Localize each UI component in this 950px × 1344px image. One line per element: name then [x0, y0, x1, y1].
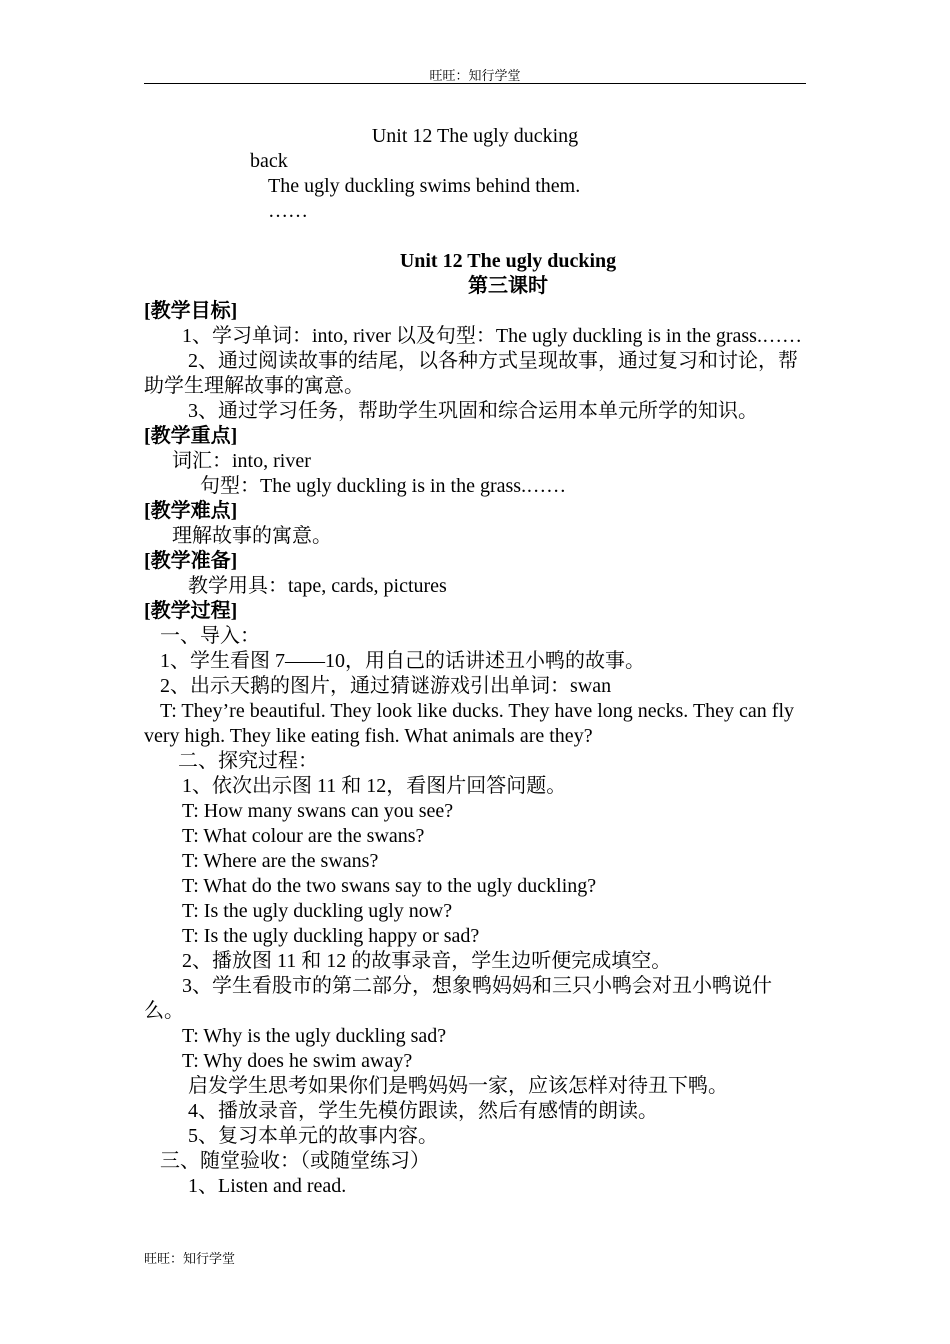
question: T: Is the ugly duckling happy or sad? — [182, 925, 480, 947]
key-vocab: 词汇：into, river — [172, 450, 311, 472]
difficulty-text: 理解故事的寓意。 — [172, 525, 332, 547]
lesson-subtitle: 第三课时 — [468, 275, 548, 297]
story-line-swims: The ugly duckling swims behind them. — [268, 175, 581, 197]
step1-title: 一、导入： — [160, 625, 260, 647]
process-heading: [教学过程] — [144, 600, 238, 622]
objectives-heading: [教学目标] — [144, 300, 238, 322]
step2-title: 二、探究过程： — [178, 750, 318, 772]
question: T: What colour are the swans? — [182, 825, 425, 847]
question: T: What do the two swans say to the ugly duckling? — [182, 875, 597, 897]
step2-item2: 2、播放图 11 和 12 的故事录音，学生边听便完成填空。 — [182, 950, 672, 972]
spacer — [144, 224, 806, 249]
question: T: Why does he swim away? — [182, 1050, 413, 1072]
page-footer: 旺旺：知行学堂 — [144, 1251, 236, 1266]
step2-item5: 5、复习本单元的故事内容。 — [188, 1125, 438, 1147]
difficulty-heading: [教学难点] — [144, 500, 238, 522]
step2-item4: 4、播放录音，学生先模仿跟读，然后有感情的朗读。 — [188, 1100, 658, 1122]
question: T: Is the ugly duckling ugly now? — [182, 900, 453, 922]
objective-3: 3、通过学习任务，帮助学生巩固和综合运用本单元所学的知识。 — [188, 400, 758, 422]
prep-text: 教学用具：tape, cards, pictures — [188, 575, 447, 597]
header-divider — [144, 83, 806, 84]
question: T: How many swans can you see? — [182, 800, 454, 822]
step2-item1: 1、依次出示图 11 和 12，看图片回答问题。 — [182, 775, 567, 797]
story-ellipsis: …… — [268, 200, 308, 222]
prep-heading: [教学准备] — [144, 550, 238, 572]
story-line-back: back — [250, 150, 288, 172]
document-body — [144, 124, 806, 1199]
step2-item3: 3、学生看股市的第二部分，想象鸭妈妈和三只小鸭会对丑小鸭说什么。 — [144, 975, 772, 1022]
step1-item1: 1、学生看图 7——10，用自己的话讲述丑小鸭的故事。 — [160, 650, 645, 672]
lesson-title: Unit 12 The ugly ducking — [399, 250, 617, 272]
objective-2: 2、通过阅读故事的结尾，以各种方式呈现故事，通过复习和讨论，帮助学生理解故事的寓意。 — [144, 350, 798, 397]
question: T: Why is the ugly duckling sad? — [182, 1025, 447, 1047]
step1-item2: 2、出示天鹅的图片，通过猜谜游戏引出单词：swan — [160, 675, 612, 697]
page-header: 旺旺：知行学堂 — [429, 68, 521, 83]
unit-title-top: Unit 12 The ugly ducking — [371, 125, 579, 147]
key-points-heading: [教学重点] — [144, 425, 238, 447]
key-sentence: 句型：The ugly duckling is in the grass.…… — [200, 475, 567, 497]
question: T: Where are the swans? — [182, 850, 379, 872]
objective-1: 1、学习单词：into, river 以及句型：The ugly duckling is in the grass.…… — [182, 325, 802, 347]
step3-item1: 1、Listen and read. — [188, 1175, 347, 1197]
step1-riddle: T: They’re beautiful. They look like ducks. They have long necks. They can fly very high. They like eating fish. What animals are they? — [144, 700, 795, 747]
step3-title: 三、随堂验收：（或随堂练习） — [160, 1150, 430, 1172]
step2-inspire: 启发学生思考如果你们是鸭妈妈一家，应该怎样对待丑下鸭。 — [188, 1075, 728, 1097]
